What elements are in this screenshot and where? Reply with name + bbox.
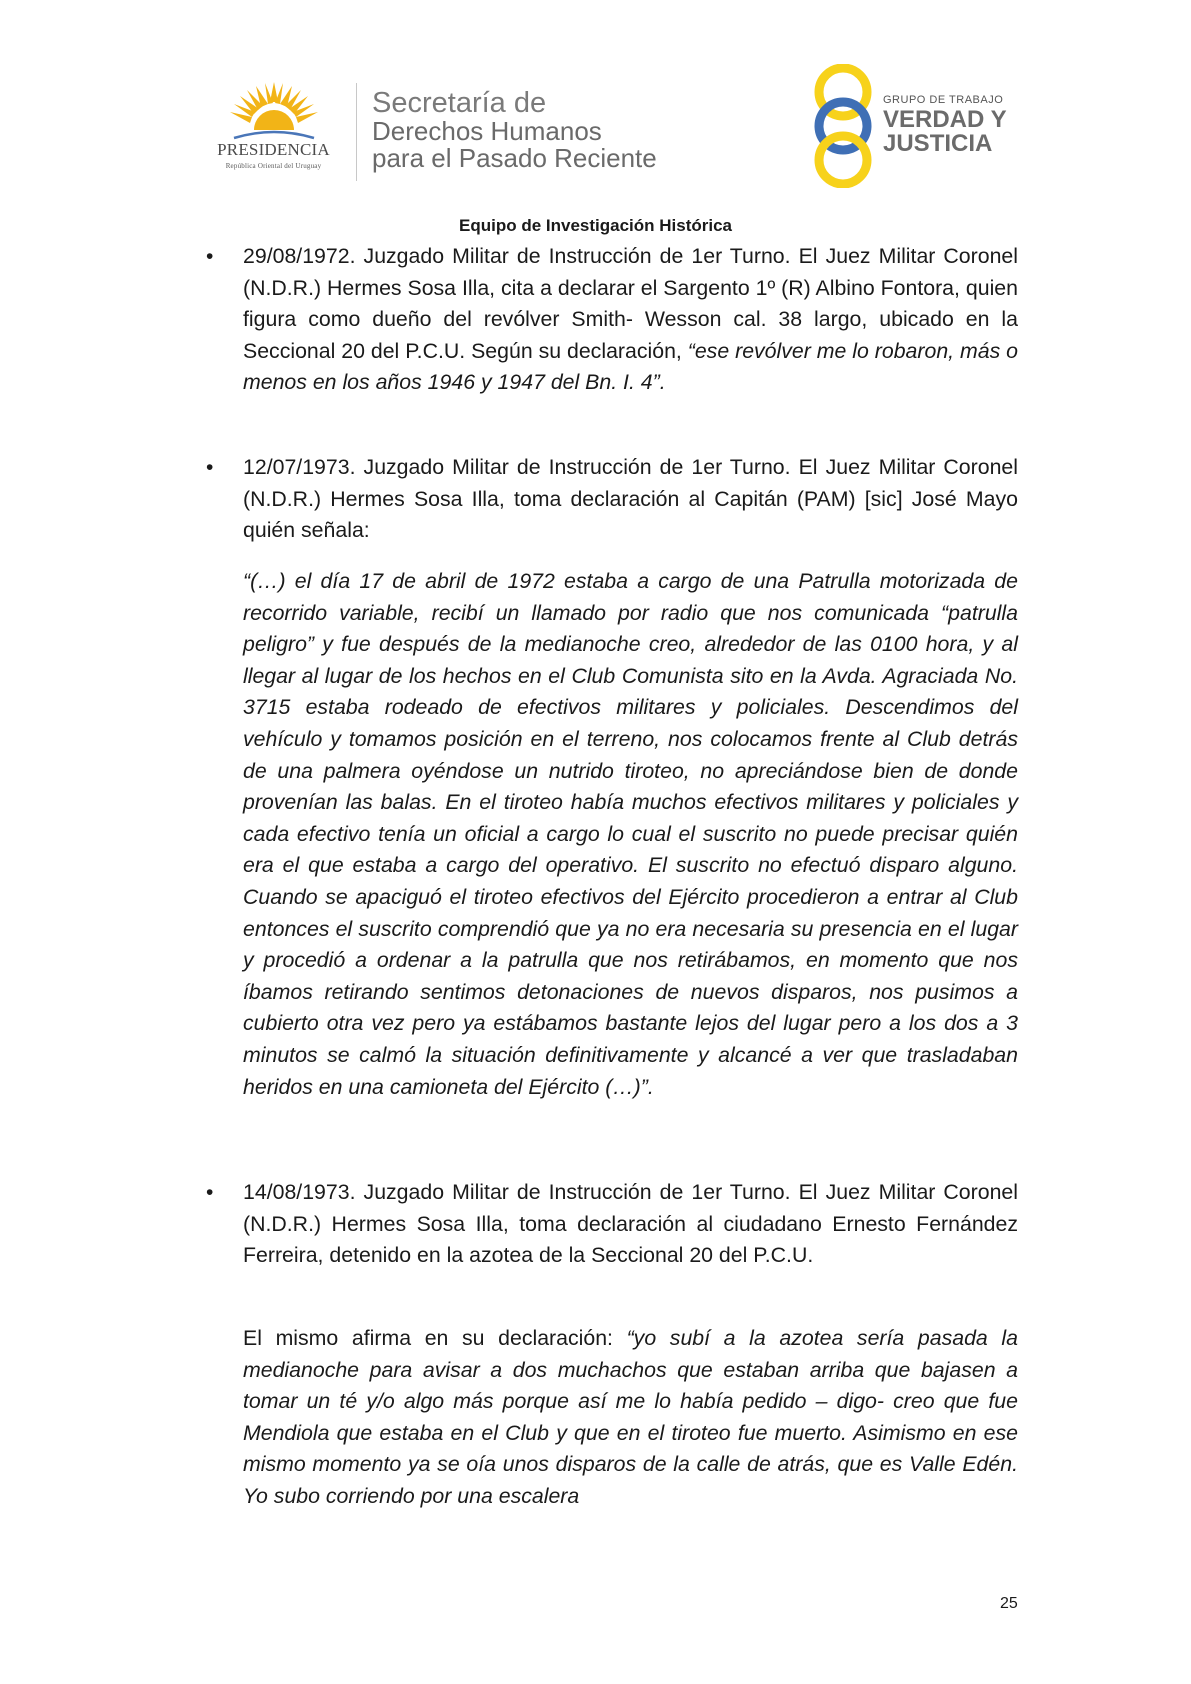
paragraph-item-3: 14/08/1973. Juzgado Militar de Instrucción de 1er Turno. El Juez Militar Coronel (N.D.R.) Hermes Sosa Illa, toma declaración al ciudadano Ernesto Fernández Ferreira, detenido en la azotea de la Seccional 20 del P.C.U. <box>243 1180 1018 1268</box>
linked-rings-icon <box>805 64 881 188</box>
grupo-title-line-1: VERDAD Y <box>883 106 1007 133</box>
team-heading: Equipo de Investigación Histórica <box>459 216 732 235</box>
verdad-justicia-logo <box>805 64 1025 188</box>
grupo-title-line-2: JUSTICIA <box>883 130 993 157</box>
presidencia-subtitle: República Oriental del Uruguay <box>225 162 322 170</box>
quote-block: “(…) el día 17 de abril de 1972 estaba a cargo de una Patrulla motorizada de recorrido variable, recibí un llamado por radio que nos comunicada “patrulla peligro” y fue después de la medianoche creo, alrededor de las 0100 hora, y al llegar al lugar de los hechos en el Club Comunista sito en la Avda. Agraciada No. 3715 estaba rodeado de efectivos militares y policiales. Descendimos del vehículo y tomamos posición en el terreno, nos colocamos frente al Club detrás de una palmera oyéndose un nutrido tiroteo, no apreciándose bien de donde provenían las balas. En el tiroteo había muchos efectivos militares y policiales y cada efectivo tenía un oficial a cargo lo cual el suscrito no puede precisar quién era el que estaba a cargo del operativo. El suscrito no efectuó disparo alguno. Cuando se apaciguó el tiroteo efectivos del Ejército procedieron a entrar al Club entonces el suscrito comprendió que ya no era necesaria su presencia en el lugar y procedió a ordenar a la patrulla que nos retirábamos, en momento que nos íbamos retirando sentimos detonaciones de nuevos disparos, nos pusimos a cubierto otra vez pero ya estábamos bastante lejos del lugar pero a los dos a 3 minutos se calmó la situación definitivamente y alcancé a ver que trasladaban heridos en una camioneta del Ejército (…)”. <box>243 569 1018 1099</box>
secretaria-line-2: Derechos Humanos <box>372 116 602 146</box>
grupo-label: GRUPO DE TRABAJO <box>883 94 1004 106</box>
item-4-quote: “yo subí a la azotea sería pasada la medianoche para avisar a dos muchachos que estaban arriba que bajasen a tomar un té y/o algo más porque así me lo había pedido – digo- creo que fue Mendiola que estaba en el Club y que en el tiroteo fue muerto. Asimismo en ese mismo momento ya se oía unos disparos de la calle de atrás, que es Valle Edén. Yo subo corriendo por una escalera <box>243 1326 1018 1508</box>
header-divider <box>356 83 357 181</box>
secretaria-line-1: Secretaría de <box>372 87 547 119</box>
presidencia-title: PRESIDENCIA <box>217 140 330 159</box>
paragraph-item-4 <box>243 1323 1018 1513</box>
secretaria-line-3: para el Pasado Reciente <box>372 143 657 173</box>
item-1-quote: “ese revólver me lo robaron, más o menos en los años 1946 y 1947 del Bn. I. 4”. <box>243 338 1018 395</box>
item-4-text: El mismo afirma en su declaración: <box>243 1326 627 1350</box>
bullet-marker: • <box>206 1181 214 1204</box>
paragraph-item-2: 12/07/1973. Juzgado Militar de Instrucción de 1er Turno. El Juez Militar Coronel (N.D.R.) Hermes Sosa Illa, toma declaración al Capitán (PAM) [sic] José Mayo quién señala: <box>243 455 1018 543</box>
paragraph-item-1 <box>243 241 1018 399</box>
bullet-marker: • <box>206 456 214 479</box>
page-number: 25 <box>1000 1595 1018 1612</box>
page-header <box>0 0 1191 210</box>
secretaria-title <box>372 88 657 172</box>
sun-icon <box>228 80 320 140</box>
bullet-marker: • <box>206 245 214 268</box>
item-1-text: 29/08/1972. Juzgado Militar de Instrucción de 1er Turno. El Juez Militar Coronel (N.D.R.) Hermes Sosa Illa, cita a declarar el Sargento 1º (R) Albino Fontora, quien figura como dueño del revólver Smith- Wesson cal. 38 largo, ubicado en la Seccional 20 del P.C.U. Según su declaración, <box>243 244 1018 363</box>
presidencia-logo <box>196 80 351 180</box>
